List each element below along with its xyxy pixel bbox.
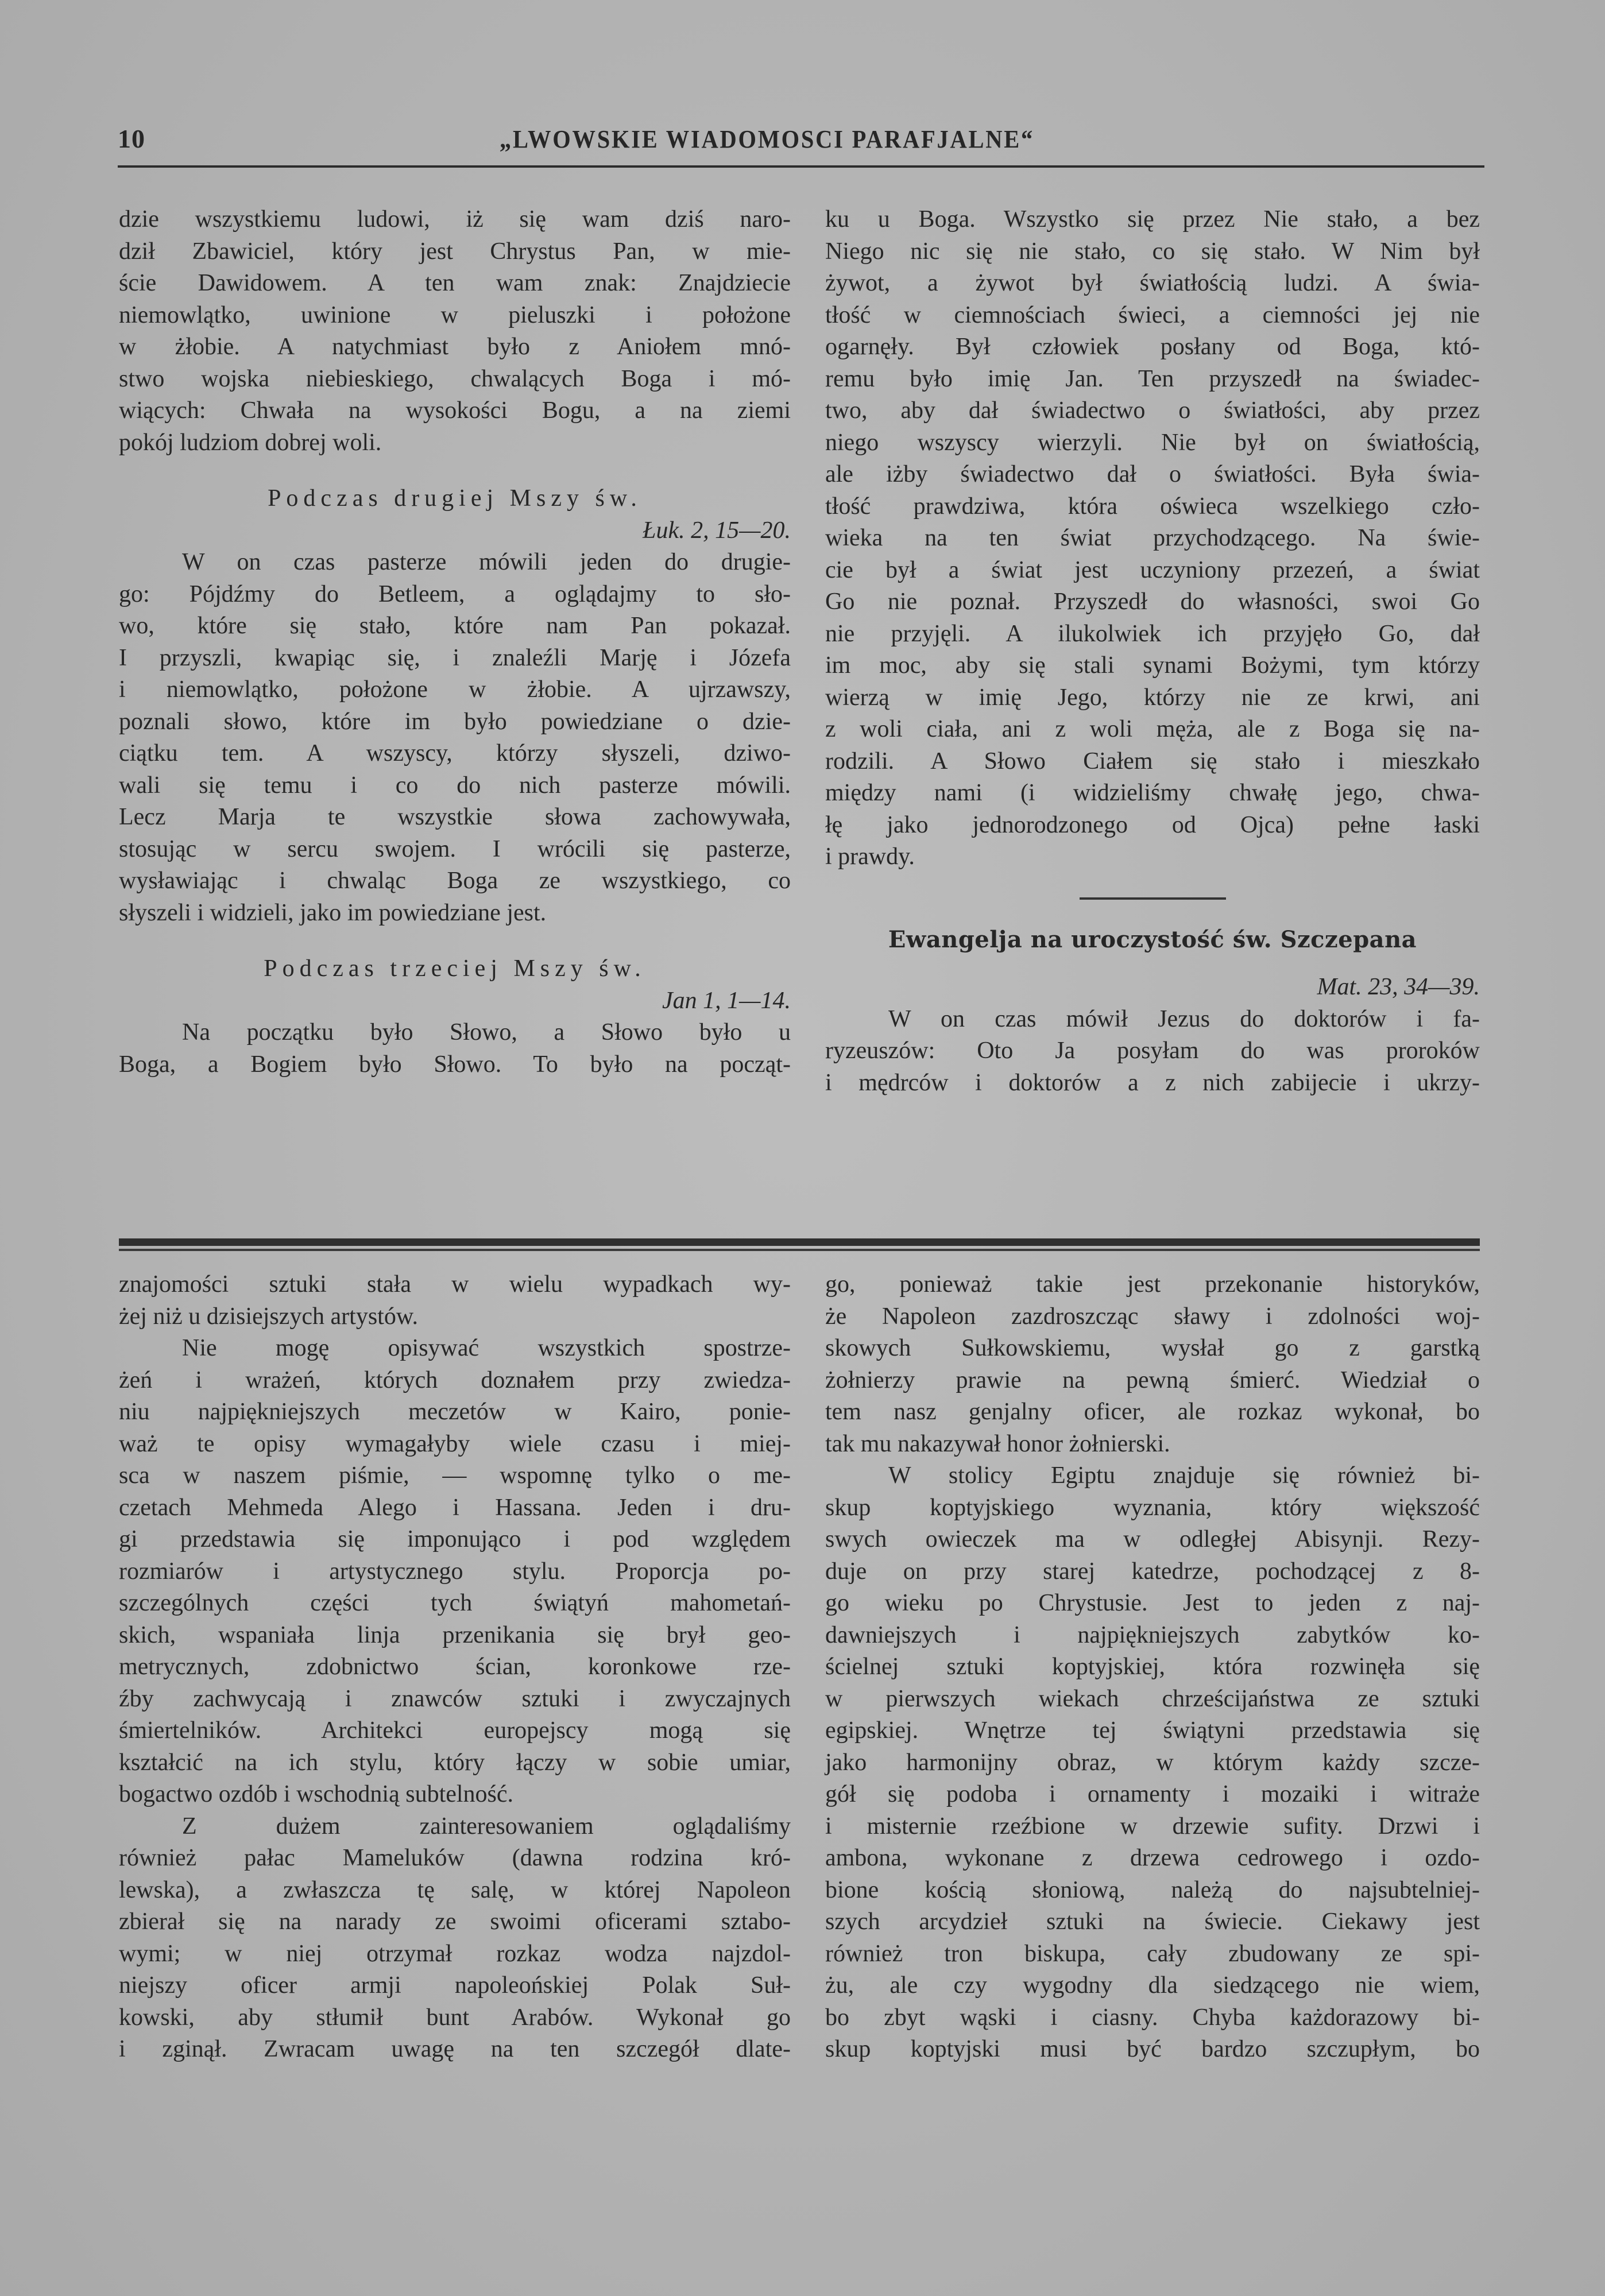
text-line: poznali słowo, które im było powiedziane o dzie-: [119, 708, 791, 735]
scripture-reference: Mat. 23, 34—39.: [1317, 974, 1480, 1000]
text-line: kowski, aby stłumił bunt Arabów. Wykonał go: [119, 2004, 791, 2031]
scripture-reference: Jan 1, 1—14.: [662, 987, 791, 1014]
text-line: I przyszli, kwapiąc się, i znaleźli Marję i Józefa: [119, 644, 791, 671]
text-line: niejszy oficer armji napoleońskiej Polak Suł-: [119, 1972, 791, 1999]
text-line: również tron biskupa, cały zbudowany ze spi-: [825, 1940, 1480, 1967]
text-line: również pałac Mameluków (dawna rodzina kró-: [119, 1845, 791, 1871]
text-line: żu, ale czy wygodny dla siedzącego nie wiem,: [825, 1972, 1480, 1999]
text-line: wiących: Chwała na wysokości Bogu, a na ziemi: [119, 397, 791, 424]
text-line: skup koptyjski musi być bardzo szczupłym, bo: [825, 2036, 1480, 2062]
text-line: Nie mogę opisywać wszystkich spostrze-: [182, 1335, 791, 1361]
text-line: łę jako jednorodzonego od Ojca) pełne łaski: [825, 811, 1480, 838]
page-header: [118, 118, 1484, 169]
text-line: W on czas pasterze mówili jeden do drugie-: [182, 549, 791, 575]
text-line: wymi; w niej otrzymał rozkaz wodza najzdol-: [119, 1940, 791, 1967]
text-line: i zginął. Zwracam uwagę na ten szczegół dlate-: [119, 2036, 791, 2062]
text-line: ogarnęły. Był człowiek posłany od Boga, któ-: [825, 334, 1480, 360]
text-line: wo, które się stało, które nam Pan pokazał.: [119, 613, 791, 639]
column-top-right: [825, 204, 1480, 1099]
text-line: skup koptyjskiego wyznania, który większość: [825, 1494, 1480, 1521]
text-line: szych arcydzieł sztuki na świecie. Ciekawy jest: [825, 1908, 1480, 1935]
text-line: tłość prawdziwa, która oświeca wszelkiego czło-: [825, 493, 1480, 520]
text-line: że Napoleon zazdroszcząc sławy i zdolności woj-: [825, 1303, 1480, 1330]
section-heading: Ewangelja na uroczystość św. Szczepana: [888, 926, 1417, 953]
text-line: żywot, a żywot był światłością ludzi. A świa-: [825, 270, 1480, 296]
text-line: wieka na ten świat przychodzącego. Na świe-: [825, 525, 1480, 551]
text-line: bione kością słoniową, należą do najsubtelniej-: [825, 1876, 1480, 1903]
text-line: ście Dawidowem. A ten wam znak: Znajdziecie: [119, 270, 791, 296]
text-line: pokój ludziom dobrej woli.: [119, 429, 382, 456]
text-line: gi przedstawia się imponująco i pod względem: [119, 1526, 791, 1552]
text-line: cie był a świat jest uczyniony przezeń, a świat: [825, 556, 1480, 583]
scripture-reference: Łuk. 2, 15—20.: [643, 517, 791, 544]
text-line: czetach Mehmeda Alego i Hassana. Jeden i dru-: [119, 1494, 791, 1521]
text-line: źby zachwycają i znawców sztuki i zwyczajnych: [119, 1685, 791, 1712]
paragraph: [119, 547, 791, 929]
text-line: Na początku było Słowo, a Słowo było u: [182, 1019, 791, 1046]
text-line: w pierwszych wiekach chrześcijaństwa ze sztuki: [825, 1685, 1480, 1712]
text-line: go: Pójdźmy do Betleem, a oglądajmy to sło-: [119, 580, 791, 607]
text-line: ścielnej sztuki koptyjskiej, która rozwinęła się: [825, 1654, 1480, 1680]
text-line: niemowlątko, uwinione w pieluszki i położone: [119, 301, 791, 328]
text-line: Niego nic się nie stało, co się stało. W Nim był: [825, 238, 1480, 265]
paragraph: [119, 1333, 791, 1811]
text-line: egipskiej. Wnętrze tej świątyni przedstawia się: [825, 1717, 1480, 1744]
text-line: ku u Boga. Wszystko się przez Nie stało, a bez: [825, 206, 1480, 233]
header-rule: [118, 165, 1484, 168]
text-line: Go nie poznał. Przyszedł do własności, swoi Go: [825, 588, 1480, 615]
text-line: i mędrców i doktorów a z nich zabijecie i ukrzy-: [825, 1069, 1480, 1096]
text-line: skich, wspaniała linja przenikania się brył geo-: [119, 1621, 791, 1648]
text-line: Z dużem zainteresowaniem oglądaliśmy: [182, 1813, 791, 1840]
text-line: metrycznych, zdobnictwo ścian, koronkowe rze-: [119, 1654, 791, 1680]
text-line: i prawdy.: [825, 843, 915, 870]
text-line: ryzeuszów: Oto Ja posyłam do was proroków: [825, 1037, 1480, 1064]
text-line: remu było imię Jan. Ten przyszedł na świadec-: [825, 365, 1480, 392]
text-line: rozmiarów i artystycznego stylu. Proporcja po-: [119, 1558, 791, 1585]
text-line: Lecz Marja te wszystkie słowa zachowywała,: [119, 804, 791, 830]
text-line: między nami (i widzieliśmy chwałę jego, chwa-: [825, 780, 1480, 806]
paragraph: [119, 1017, 791, 1081]
paragraph: [119, 1811, 791, 2066]
paragraph: [119, 204, 791, 459]
text-line: ciątku tem. A wszyscy, którzy słyszeli, dziwo-: [119, 740, 791, 766]
text-line: rodzili. A Słowo Ciałem się stało i mieszkało: [825, 748, 1480, 775]
text-line: dził Zbawiciel, który jest Chrystus Pan, w mie-: [119, 238, 791, 265]
text-line: szczególnych części tych świątyń mahometań-: [119, 1590, 791, 1616]
text-line: stwo wojska niebieskiego, chwalących Boga i mó-: [119, 365, 791, 392]
text-line: niego wszyscy wierzyli. Nie był on światłością,: [825, 429, 1480, 456]
text-line: two, aby dał świadectwo o światłości, aby przez: [825, 397, 1480, 424]
text-line: ale iżby świadectwo dał o światłości. Była świa-: [825, 461, 1480, 487]
text-line: wierzą w imię Jego, którzy nie ze krwi, ani: [825, 684, 1480, 711]
column-bottom-right: [825, 1269, 1480, 2066]
text-line: waż te opisy wymagałyby wiele czasu i miej-: [119, 1430, 791, 1457]
text-line: swych owieczek ma w odległej Abisynji. Rezy-: [825, 1526, 1480, 1552]
text-line: i niemowlątko, położone w żłobie. A ujrzawszy,: [119, 676, 791, 703]
text-line: nie przyjęli. A ilukolwiek ich przyjęło Go, dał: [825, 620, 1480, 647]
column-bottom-left: [119, 1269, 791, 2066]
text-line: dawniejszych i najpiękniejszych zabytków ko-: [825, 1621, 1480, 1648]
text-line: tłość w ciemnościach świeci, a ciemności jej nie: [825, 301, 1480, 328]
paragraph: [825, 1460, 1480, 2066]
paragraph: [825, 1004, 1480, 1099]
paragraph: [825, 204, 1480, 873]
text-line: bogactwo ozdób i wschodnią subtelność.: [119, 1781, 514, 1807]
column-top-left: [119, 204, 791, 1081]
text-line: żeń i wrażeń, których doznałem przy zwiedza-: [119, 1366, 791, 1393]
page-number: 10: [118, 124, 145, 153]
text-line: lewska), a zwłaszcza tę salę, w której Napoleon: [119, 1876, 791, 1903]
text-line: Boga, a Bogiem było Słowo. To było na począt-: [119, 1051, 791, 1078]
text-line: go, ponieważ takie jest przekonanie historyków,: [825, 1271, 1480, 1298]
text-line: znajomości sztuki stała w wielu wypadkach wy-: [119, 1271, 791, 1298]
text-line: bo zbyt wąski i ciasny. Chyba każdorazowy bi-: [825, 2004, 1480, 2031]
article-divider: [119, 1238, 1480, 1253]
paragraph: [825, 1269, 1480, 1460]
text-line: słyszeli i widzieli, jako im powiedziane jest.: [119, 899, 547, 926]
text-line: gół się podoba i ornamenty i mozaiki i witraże: [825, 1781, 1480, 1807]
text-line: zbierał się na narady ze swoimi oficerami sztabo-: [119, 1908, 791, 1935]
text-line: stosując w sercu swojem. I wrócili się pasterze,: [119, 835, 791, 862]
text-line: duje on przy starej katedrze, pochodzącej z 8-: [825, 1558, 1480, 1585]
text-line: kształcić na ich stylu, który łączy w sobie umiar,: [119, 1749, 791, 1776]
text-line: dzie wszystkiemu ludowi, iż się wam dziś naro-: [119, 206, 791, 233]
text-line: W stolicy Egiptu znajduje się również bi-: [888, 1462, 1480, 1489]
section-title: Podczas drugiej Mszy św.: [268, 485, 642, 512]
text-line: jako harmonijny obraz, w którym każdy szcze-: [825, 1749, 1480, 1776]
running-title: „LWOWSKIE WIADOMOSCI PARAFJALNE“: [500, 125, 1035, 153]
text-line: tak mu nakazywał honor żołnierski.: [825, 1430, 1170, 1457]
text-line: go wieku po Chrystusie. Jest to jeden z naj-: [825, 1590, 1480, 1616]
text-line: ambona, wykonane z drzewa cedrowego i ozdo-: [825, 1845, 1480, 1871]
text-line: W on czas mówił Jezus do doktorów i fa-: [888, 1005, 1480, 1032]
section-title: Podczas trzeciej Mszy św.: [264, 955, 646, 982]
text-line: wali się temu i co do nich pasterze mówili.: [119, 772, 791, 799]
text-line: żołnierzy prawie na pewną śmierć. Wiedział o: [825, 1366, 1480, 1393]
text-line: śmiertelników. Architekci europejscy mogą się: [119, 1717, 791, 1744]
text-line: niu najpiękniejszych meczetów w Kairo, ponie-: [119, 1399, 791, 1425]
text-line: wysławiając i chwaląc Boga ze wszystkiego, co: [119, 868, 791, 894]
text-line: i misternie rzeźbione w drzewie sufity. Drzwi i: [825, 1813, 1480, 1840]
text-line: żej niż u dzisiejszych artystów.: [119, 1303, 418, 1330]
paragraph: [119, 1269, 791, 1333]
text-line: tem nasz genjalny oficer, ale rozkaz wykonał, bo: [825, 1399, 1480, 1425]
text-line: skowych Sułkowskiemu, wysłał go z garstką: [825, 1335, 1480, 1361]
text-line: im moc, aby się stali synami Bożymi, tym którzy: [825, 652, 1480, 679]
text-line: w żłobie. A natychmiast było z Aniołem mnó-: [119, 334, 791, 360]
text-line: sca w naszem piśmie, — wspomnę tylko o me-: [119, 1462, 791, 1489]
text-line: z woli ciała, ani z woli męża, ale z Boga się na-: [825, 716, 1480, 742]
